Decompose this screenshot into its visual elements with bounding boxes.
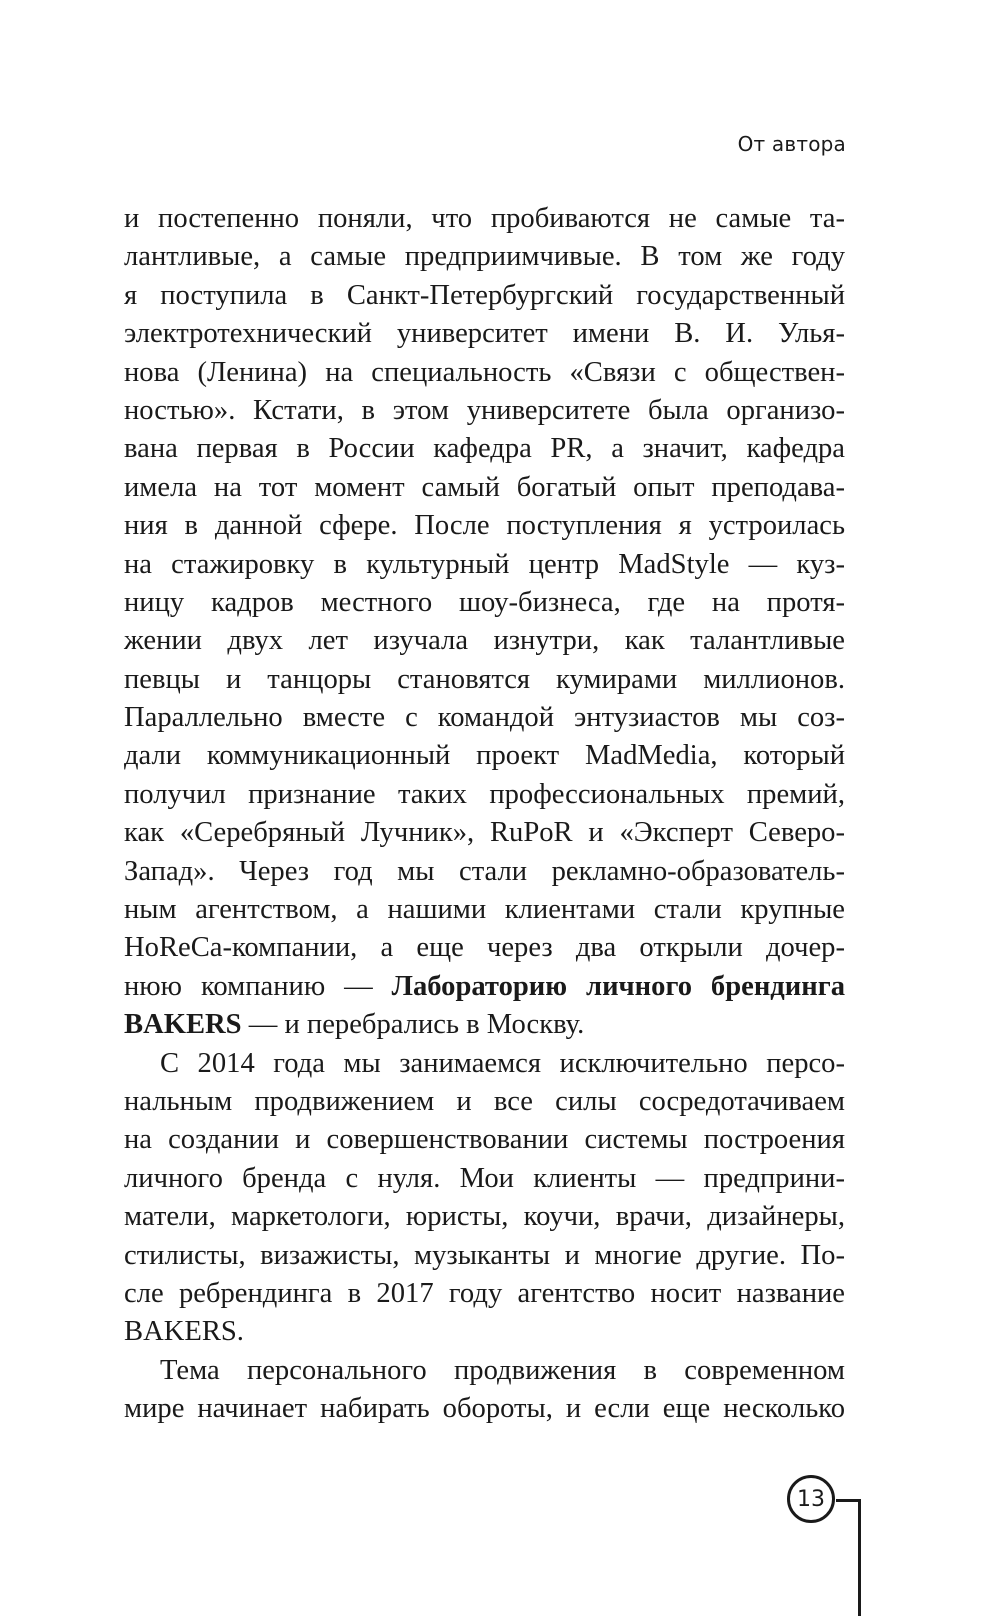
text-line: ницу кадров местного шоу-бизнеса, где на протя- (124, 586, 845, 618)
text-line: как «Серебряный Лучник», RuPoR и «Эксперт Северо- (124, 817, 845, 849)
text-line: имела на тот момент самый богатый опыт преподава- (124, 471, 845, 503)
page-number-badge (787, 1475, 837, 1525)
text-run: — и перебрались в Москву. (241, 1009, 585, 1041)
text-line: на создании и совершенствовании системы построения (124, 1124, 845, 1156)
text-line: BAKERS. (124, 1316, 244, 1348)
text-line: HoReCa-компании, а еще через два открыли дочер- (124, 932, 845, 964)
text-line: и постепенно поняли, что пробиваются не самые та- (124, 203, 845, 234)
text-line: С 2014 года мы занимаемся исключительно персо- (160, 1047, 845, 1079)
text-line: жении двух лет изучала изнутри, как талантливые (124, 625, 845, 657)
text-line: дали коммуникационный проект MadMedia, который (124, 740, 845, 772)
text-line: нальным продвижением и все силы сосредотачиваем (124, 1085, 845, 1117)
text-run: нюю компанию — (124, 970, 392, 1002)
page-edge-line (858, 1499, 861, 1616)
body-text (124, 200, 845, 1429)
text-line: Тема персонального продвижения в современном (160, 1354, 845, 1386)
text-line: вана первая в России кафедра PR, а значит, кафедра (124, 433, 845, 465)
text-line: мире начинает набирать обороты, и если еще несколько (124, 1393, 845, 1425)
text-line: получил признание таких профессиональных премий, (124, 778, 845, 810)
text-line (124, 1006, 845, 1044)
text-line: на стажировку в культурный центр MadStyle — куз- (124, 548, 845, 580)
text-line: матели, маркетологи, юристы, коучи, врачи, дизайнеры, (124, 1201, 845, 1233)
text-line: нова (Ленина) на специальность «Связи с обществен- (124, 356, 845, 388)
text-line: ностью». Кстати, в этом университете была организо- (124, 394, 845, 426)
text-line: ния в данной сфере. После поступления я устроилась (124, 510, 845, 542)
text-line: личного бренда с нуля. Мои клиенты — предприни- (124, 1162, 845, 1194)
bold-text-run: BAKERS (124, 1009, 242, 1041)
text-line: ным агентством, а нашими клиентами стали крупные (124, 894, 845, 926)
text-line: стилисты, визажисты, музыканты и многие другие. По- (124, 1239, 845, 1271)
text-line: я поступила в Санкт-Петербургский государственный (124, 279, 845, 311)
text-line: Запад». Через год мы стали рекламно-образователь- (124, 855, 845, 887)
text-line: сле ребрендинга в 2017 году агентство носит название (124, 1277, 845, 1309)
text-line: электротехнический университет имени В. И. Улья- (124, 318, 845, 350)
text-line: лантливые, а самые предприимчивые. В том же году (124, 241, 845, 273)
page-number: 13 (787, 1475, 835, 1523)
text-line (124, 968, 845, 1006)
bold-text-run: Лабораторию личного брендинга (391, 970, 845, 1002)
text-line: певцы и танцоры становятся кумирами миллионов. (124, 663, 845, 695)
running-head: От автора (737, 132, 846, 156)
text-line: Параллельно вместе с командой энтузиастов мы соз- (124, 702, 845, 734)
